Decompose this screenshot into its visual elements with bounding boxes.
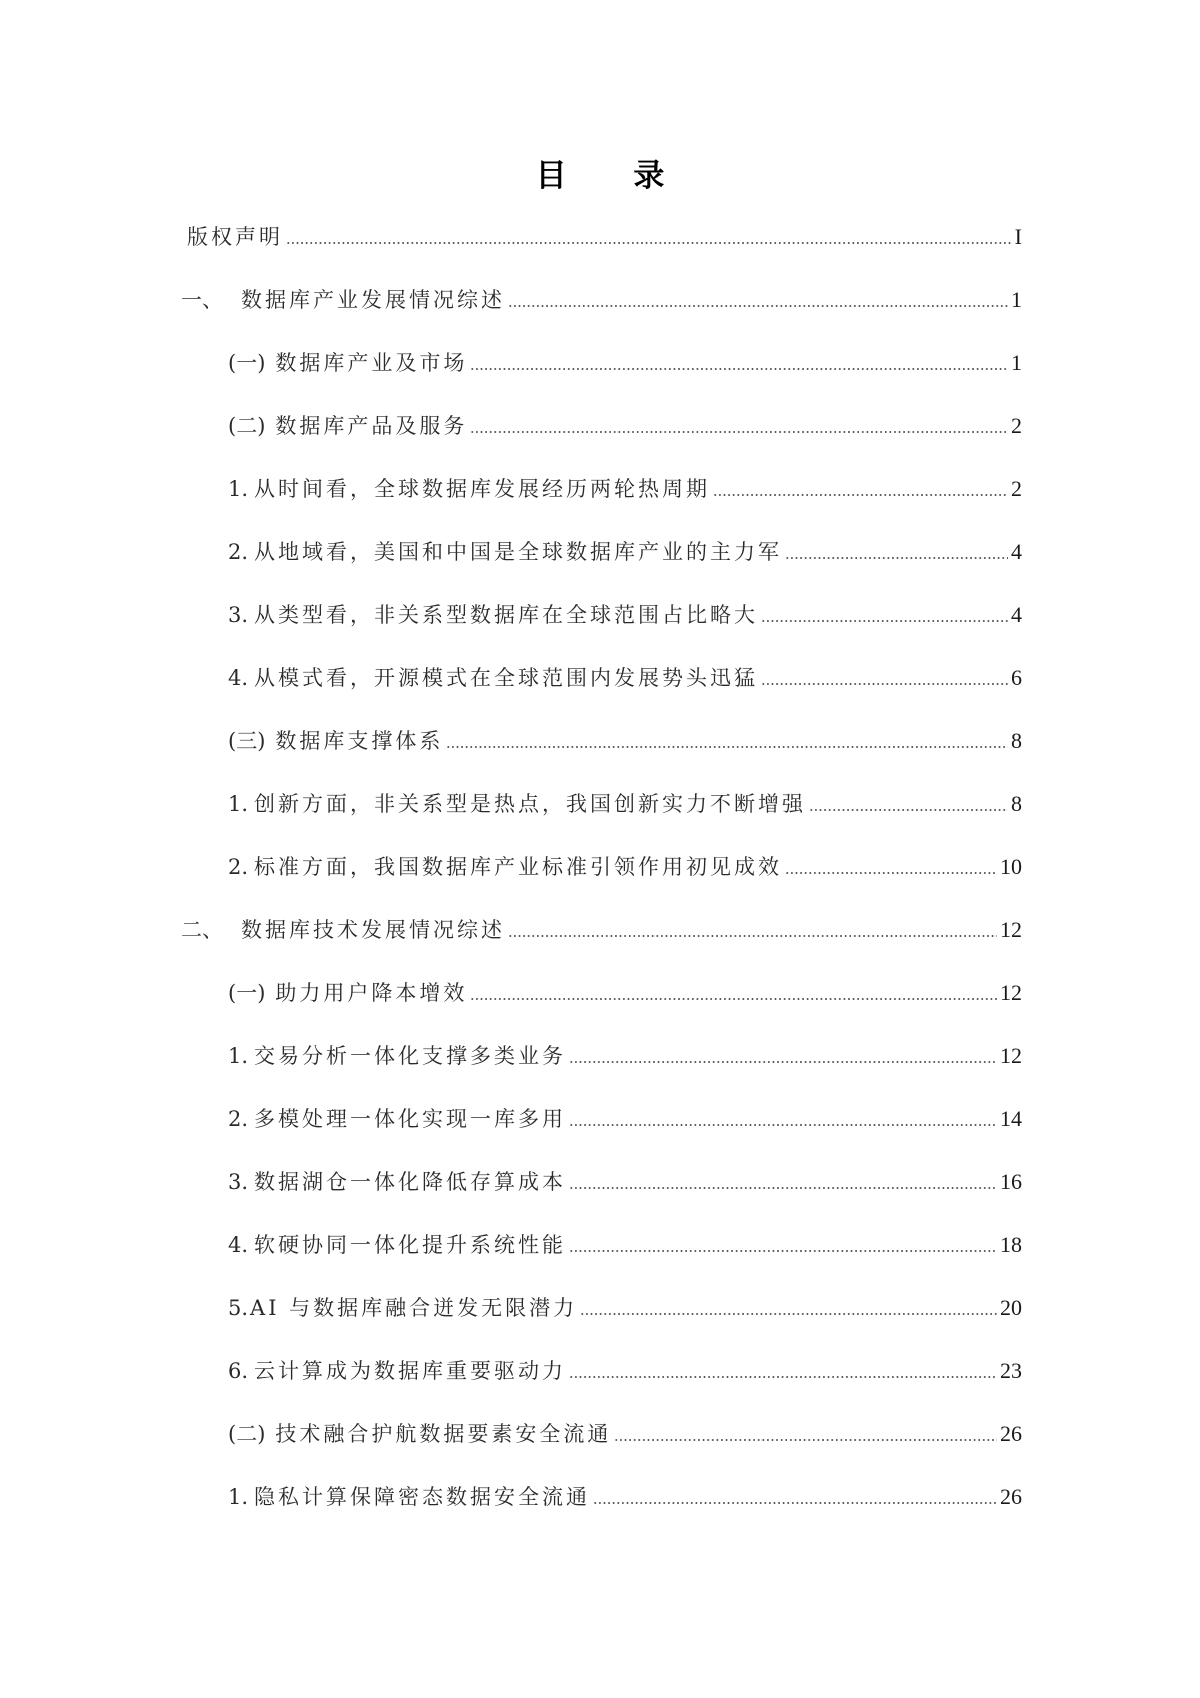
dot-leader xyxy=(761,683,1008,685)
toc-entry-item-2-1-1[interactable] xyxy=(228,1041,1022,1071)
toc-page-number: 23 xyxy=(1000,1358,1022,1383)
toc-page-number: 8 xyxy=(1011,728,1022,753)
dot-leader xyxy=(286,242,1012,244)
toc-entry-item-1-3-1[interactable] xyxy=(228,789,1022,819)
toc-entry-item-2-1-5[interactable] xyxy=(228,1293,1022,1323)
toc-entry-copyright[interactable] xyxy=(181,222,1022,252)
toc-entry-item-1-2-1[interactable] xyxy=(228,474,1022,504)
toc-entry-label: 4. 软硬协同一体化提升系统性能 xyxy=(228,1233,567,1257)
toc-page-number: 8 xyxy=(1011,791,1022,816)
toc-entry-section-1-3[interactable] xyxy=(228,726,1022,756)
toc-page-number: 1 xyxy=(1011,350,1022,375)
toc-entry-item-2-2-1[interactable] xyxy=(228,1482,1022,1512)
dot-leader xyxy=(446,746,1008,748)
dot-leader xyxy=(569,1250,997,1252)
toc-entry-label: 3. 数据湖仓一体化降低存算成本 xyxy=(228,1170,567,1194)
dot-leader xyxy=(614,1439,997,1441)
toc-page-number: 4 xyxy=(1011,602,1022,627)
toc-entry-section-2-1[interactable] xyxy=(228,978,1022,1008)
toc-entry-label: (一) 数据库产业及市场 xyxy=(228,351,468,375)
toc-page-number: 26 xyxy=(1000,1421,1022,1446)
toc-entry-chapter-2[interactable] xyxy=(181,915,1022,945)
toc-page-number: I xyxy=(1014,224,1022,249)
toc-entry-label: (二) 技术融合护航数据要素安全流通 xyxy=(228,1422,612,1446)
dot-leader xyxy=(569,1124,997,1126)
toc-page-number: 10 xyxy=(1000,854,1022,879)
toc-entry-label: 2. 多模处理一体化实现一库多用 xyxy=(228,1107,567,1131)
toc-page-number: 12 xyxy=(1000,980,1022,1005)
toc-page-number: 20 xyxy=(1000,1295,1022,1320)
toc-entry-label: 3. 从类型看，非关系型数据库在全球范围占比略大 xyxy=(228,603,759,627)
toc-page-number: 12 xyxy=(1000,917,1022,942)
toc-entry-label: 4. 从模式看，开源模式在全球范围内发展势头迅猛 xyxy=(228,666,759,690)
dot-leader xyxy=(470,431,1008,433)
dot-leader xyxy=(580,1313,997,1315)
toc-entry-section-1-2[interactable] xyxy=(228,411,1022,441)
dot-leader xyxy=(569,1187,997,1189)
toc-entry-label: 5.AI 与数据库融合迸发无限潜力 xyxy=(228,1296,578,1320)
toc-entry-label: 1. 隐私计算保障密态数据安全流通 xyxy=(228,1485,591,1509)
dot-leader xyxy=(761,620,1008,622)
toc-entry-label: 1. 创新方面，非关系型是热点，我国创新实力不断增强 xyxy=(228,792,807,816)
dot-leader xyxy=(809,809,1008,811)
toc-entry-label: 1. 交易分析一体化支撑多类业务 xyxy=(228,1044,567,1068)
toc-entry-label: 6. 云计算成为数据库重要驱动力 xyxy=(228,1359,567,1383)
toc-page-number: 2 xyxy=(1011,413,1022,438)
toc-entry-section-1-1[interactable] xyxy=(228,348,1022,378)
toc-entry-label: (二) 数据库产品及服务 xyxy=(228,414,468,438)
toc-entry-label: 2. 标准方面，我国数据库产业标准引领作用初见成效 xyxy=(228,855,783,879)
toc-entry-item-2-1-3[interactable] xyxy=(228,1167,1022,1197)
toc-page-number: 2 xyxy=(1011,476,1022,501)
dot-leader xyxy=(593,1502,997,1504)
toc-page-number: 26 xyxy=(1000,1484,1022,1509)
dot-leader xyxy=(785,557,1008,559)
toc-entry-item-1-2-2[interactable] xyxy=(228,537,1022,567)
toc-entry-section-2-2[interactable] xyxy=(228,1419,1022,1449)
toc-title: 目 录 xyxy=(535,158,693,194)
toc-entry-item-1-3-2[interactable] xyxy=(228,852,1022,882)
toc-page-number: 14 xyxy=(1000,1106,1022,1131)
toc-entry-label: 2. 从地域看，美国和中国是全球数据库产业的主力军 xyxy=(228,540,783,564)
toc-page-number: 4 xyxy=(1011,539,1022,564)
toc-entry-item-2-1-2[interactable] xyxy=(228,1104,1022,1134)
toc-entry-item-2-1-6[interactable] xyxy=(228,1356,1022,1386)
dot-leader xyxy=(569,1376,997,1378)
toc-entry-label: 版权声明 xyxy=(187,225,283,249)
dot-leader xyxy=(713,494,1008,496)
toc-entry-chapter-1[interactable] xyxy=(181,285,1022,315)
dot-leader xyxy=(785,872,997,874)
toc-entry-label: 二、 数据库技术发展情况综述 xyxy=(181,918,505,942)
toc-page-number: 1 xyxy=(1011,287,1022,312)
toc-entry-label: (三) 数据库支撑体系 xyxy=(228,729,444,753)
toc-entry-item-2-1-4[interactable] xyxy=(228,1230,1022,1260)
toc-entry-label: 一、 数据库产业发展情况综述 xyxy=(181,288,505,312)
dot-leader xyxy=(508,305,1008,307)
toc-page-number: 18 xyxy=(1000,1232,1022,1257)
toc-page-number: 6 xyxy=(1011,665,1022,690)
dot-leader xyxy=(569,1061,997,1063)
toc-entry-item-1-2-4[interactable] xyxy=(228,663,1022,693)
toc-entry-item-1-2-3[interactable] xyxy=(228,600,1022,630)
dot-leader xyxy=(508,935,997,937)
dot-leader xyxy=(470,998,997,1000)
toc-entry-label: 1. 从时间看，全球数据库发展经历两轮热周期 xyxy=(228,477,711,501)
toc-page-number: 16 xyxy=(1000,1169,1022,1194)
toc-page-number: 12 xyxy=(1000,1043,1022,1068)
toc-entry-label: (一) 助力用户降本增效 xyxy=(228,981,468,1005)
dot-leader xyxy=(470,368,1008,370)
